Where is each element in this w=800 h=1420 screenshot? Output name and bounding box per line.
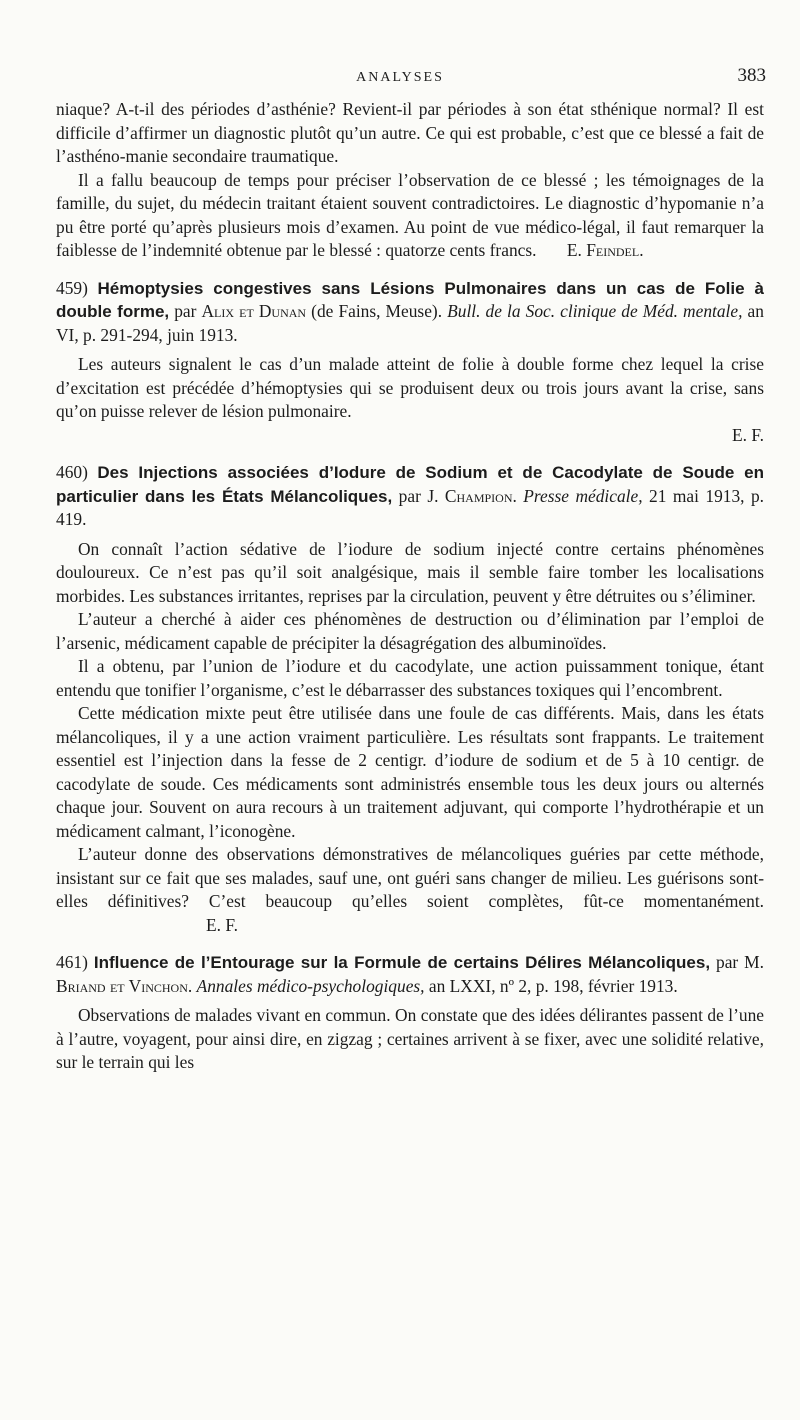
article-459-citation: an VI, p. 291-294, juin 1913. <box>56 301 764 345</box>
article-459-title: Hémoptysies congestives sans Lésions Pulmonaires dans un cas de Folie à double forme, <box>56 278 764 321</box>
article-460-heading <box>56 461 764 532</box>
article-459-affiliation: (de Fains, Meuse). <box>311 301 443 321</box>
article-461-authors: Briand et Vinchon. <box>56 975 193 996</box>
article-460-authors: J. Champion. <box>427 485 517 506</box>
article-459-paragraph-1: Les auteurs signalent le cas d’un malade atteint de folie à double forme chez lequel la crise d’excitation est précédée d’hémoptysies qui se produisent deux ou trois jours avant la crise, sans qu’on puisse relever de lésion pulmonaire. <box>56 354 764 421</box>
article-460-paragraph-3: Il a obtenu, par l’union de l’iodure et du cacodylate, une action puissamment tonique, étant entendu que tonifier l’organisme, c’est le débarrasser des substances toxiques qui l’encombrent. <box>56 656 764 700</box>
article-460-citation: 21 mai 1913, p. 419. <box>56 485 764 529</box>
intro-signature: E. Feindel. <box>566 240 644 260</box>
article-459-by: par <box>174 301 197 321</box>
article-460-signature: E. F. <box>206 914 238 935</box>
body-text <box>56 98 764 1075</box>
article-459-heading <box>56 277 764 348</box>
running-head-title: ANALYSES <box>356 70 444 85</box>
page-number: 383 <box>737 65 766 86</box>
article-461-title: Influence de l’Entourage sur la Formule de certains Délires Mélancoliques, <box>93 953 711 972</box>
intro-paragraph-2-text: Il a fallu beaucoup de temps pour préciser l’observation de ce blessé ; les témoignages de la famille, du sujet, du médecin traitant étaient souvent contradictoires. Le diagnostic d’hypomanie n’a pu être porté qu’après plusieurs mois d’examen. Au point de vue médico-légal, il faut remarquer la faiblesse de l’indemnité obtenue par le blessé : quatorze cents francs. <box>56 169 764 260</box>
article-461-by: par M. <box>716 952 764 972</box>
running-head <box>0 62 800 90</box>
article-459-signature: E. F. <box>732 424 764 445</box>
article-459-journal: Bull. de la Soc. clinique de Méd. mentale, <box>447 301 743 321</box>
article-461-number: 461) <box>56 952 88 972</box>
article-461-citation: an LXXI, nº 2, p. 198, février 1913. <box>428 975 678 996</box>
article-460-journal: Presse médicale, <box>523 485 643 506</box>
article-461-heading <box>56 951 764 998</box>
article-459-number: 459) <box>56 277 88 298</box>
article-459-authors: Alix et Dunan <box>201 301 307 321</box>
article-461-paragraph-1: Observations de malades vivant en commun. On constate que des idées délirantes passent de l’une à l’autre, voyagent, pour ainsi dire, en zigzag ; certaines arrivent à se fixer, avec une solidité relative, sur le terrain qui les <box>56 1005 764 1072</box>
article-460-paragraph-5 <box>56 843 764 937</box>
article-460-number: 460) <box>56 462 88 482</box>
article-460-by: par <box>398 485 421 506</box>
intro-paragraph-1: niaque? A-t-il des périodes d’asthénie? Revient-il par périodes à son état sthénique normal? Il est difficile d’affirmer un diagnostic plutôt qu’un autre. Ce qui est probable, c’est que ce blessé a fait de l’asthéno-manie secondaire traumatique. <box>56 99 764 166</box>
article-460-paragraph-4: Cette médication mixte peut être utilisée dans une foule de cas différents. Mais, dans les états mélancoliques, il y a une action vraiment particulière. Les résultats sont frappants. Le traitement essentiel est l’injection dans la fesse de 2 centigr. d’iodure de sodium et de 5 à 10 centigr. de cacodylate de soude. Ces médicaments sont administrés ensemble tous les deux jours ou alternés chaque jour. Souvent on aura recours à un traitement adjuvant, qui comporte l’hydrothérapie et un médicament calmant, l’iconogène. <box>56 703 764 841</box>
article-460-paragraph-2: L’auteur a cherché à aider ces phénomènes de destruction ou d’élimination par l’emploi de l’arsenic, médicament capable de précipiter la désagrégation des albuminoïdes. <box>56 609 764 653</box>
article-460-title: Des Injections associées d’Iodure de Sodium et de Cacodylate de Soude en particulier dans les États Mélancoliques, <box>56 463 764 506</box>
intro-paragraph-2 <box>56 169 764 263</box>
article-460-paragraph-1: On connaît l’action sédative de l’iodure de sodium injecté contre certains phénomènes douloureux. Ce n’est pas qu’il soit analgésique, mais il semble faire tomber les localisations morbides. Les substances irritantes, reprises par la circulation, peuvent y être détruites ou s’éliminer. <box>56 538 764 606</box>
article-460-paragraph-5-text: L’auteur donne des observations démonstratives de mélancoliques guéries par cette méthode, insistant sur ce fait que ses malades, sauf une, ont guéri sans changer de milieu. Les guérisons sont-elles définitives? C’est beaucoup qu’elles soient complètes, fût-ce momentanément. <box>56 844 764 911</box>
article-461-journal: Annales médico-psychologiques, <box>196 975 425 996</box>
